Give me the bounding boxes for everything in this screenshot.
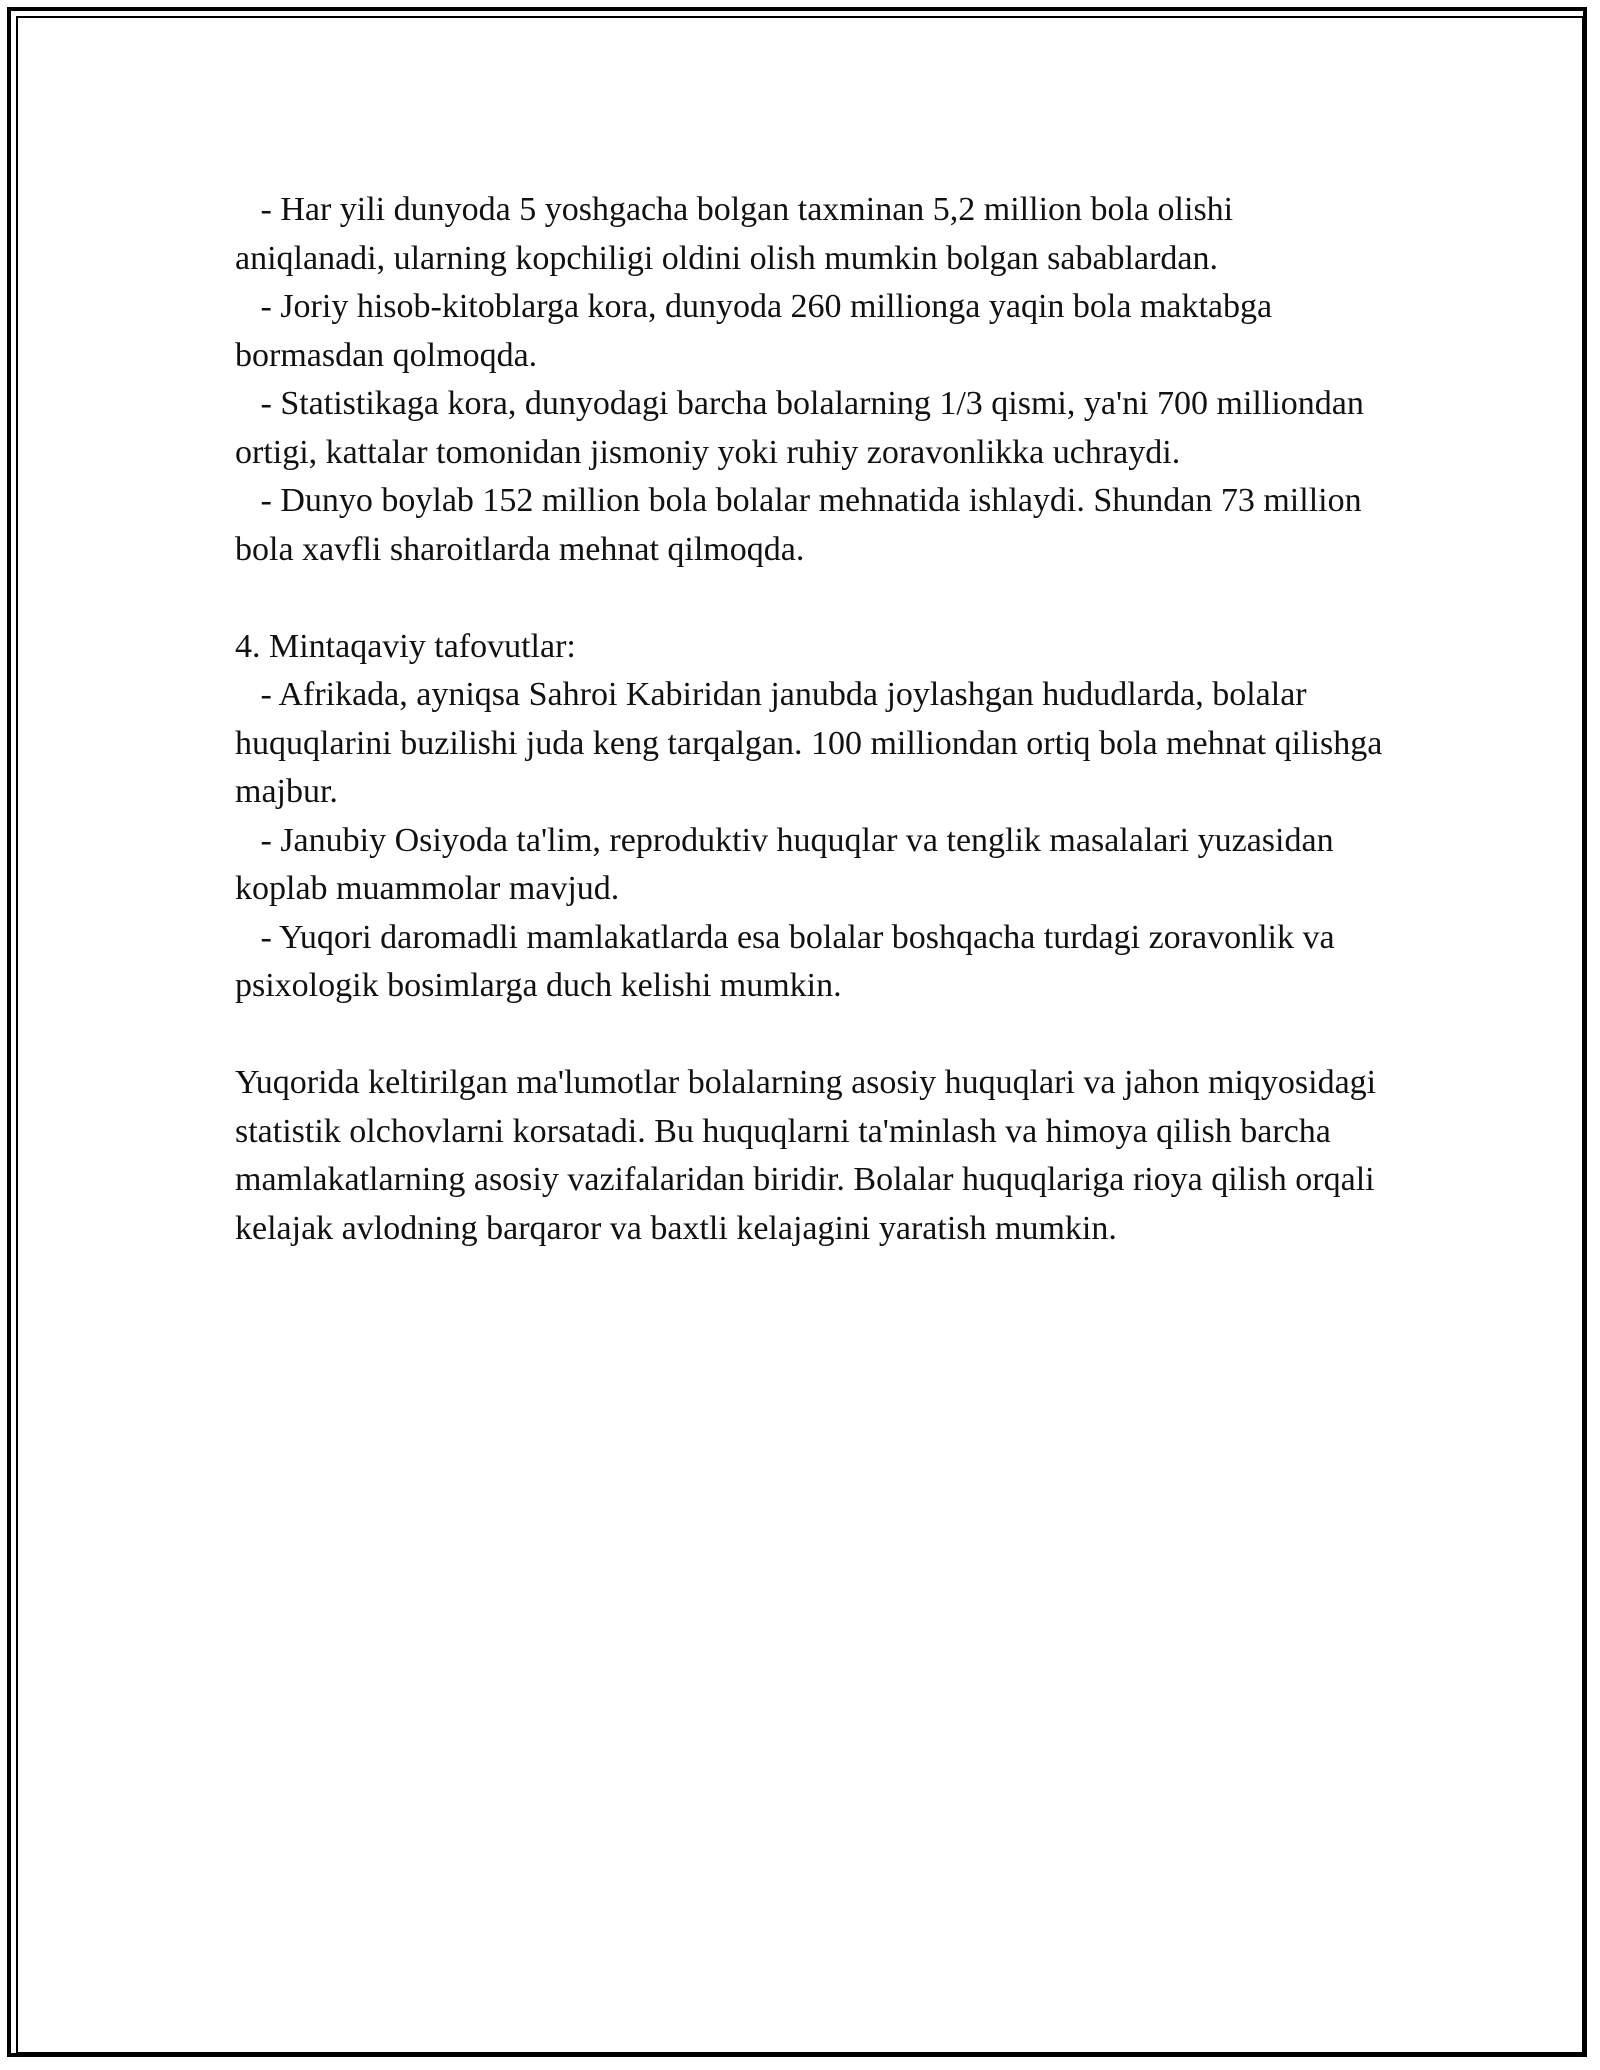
regional-item: - Yuqori daromadli mamlakatlarda esa bolalar boshqacha turdagi zoravonlik va psixologik bosimlarga duch kelishi mumkin. — [235, 918, 1344, 1004]
regional-item: - Janubiy Osiyoda ta'lim, reproduktiv huquqlar va tenglik masalalari yuzasidan koplab muammolar mavjud. — [235, 821, 1343, 907]
regional-item: - Afrikada, ayniqsa Sahroi Kabiridan janubda joylashgan hududlarda, bolalar huquqlarini buzilishi juda keng tarqalgan. 100 milliondan ortiq bola mehnat qilishga majbur. — [235, 676, 1391, 810]
statistic-item: - Har yili dunyoda 5 yoshgacha bolgan taxminan 5,2 million bola olishi aniqlanadi, ularning kopchiligi oldini olish mumkin bolgan sabablardan. — [235, 191, 1242, 277]
document-body — [235, 186, 1391, 1253]
conclusion-paragraph: Yuqorida keltirilgan ma'lumotlar bolalarning asosiy huquqlari va jahon miqyosidagi statistik olchovlarni korsatadi. Bu huquqlarni ta'minlash va himoya qilish barcha mamlakatlarning asosiy vazifalaridan biridir. Bolalar huquqlariga rioya qilish orqali kelajak avlodning barqaror va baxtli kelajagini yaratish mumkin. — [235, 1064, 1385, 1247]
statistic-item: - Statistikaga kora, dunyodagi barcha bolalarning 1/3 qismi, ya'ni 700 milliondan ortigi, kattalar tomonidan jismoniy yoki ruhiy zoravonlikka uchraydi. — [235, 385, 1373, 471]
section-heading: 4. Mintaqaviy tafovutlar: — [235, 627, 576, 665]
statistic-item: - Dunyo boylab 152 million bola bolalar mehnatida ishlaydi. Shundan 73 million bola xavfli sharoitlarda mehnat qilmoqda. — [235, 482, 1371, 568]
paragraph-spacer — [235, 574, 1385, 623]
paragraph-spacer — [235, 1011, 1385, 1060]
statistic-item: - Joriy hisob-kitoblarga kora, dunyoda 260 millionga yaqin bola maktabga bormasdan qolmoqda. — [235, 288, 1281, 374]
